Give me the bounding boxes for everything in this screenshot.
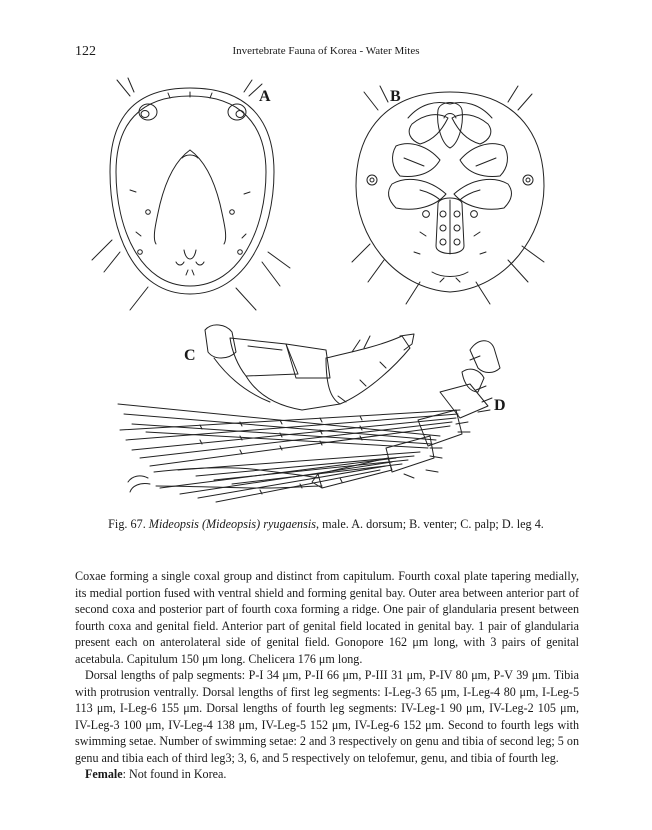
description-text <box>75 568 579 783</box>
caption-suffix: , male. A. dorsum; B. venter; C. palp; D. leg 4. <box>316 517 544 531</box>
paragraph-female <box>75 766 579 783</box>
panel-label-d: D <box>494 397 506 414</box>
caption-genus: Mideopsis <box>148 517 199 531</box>
palp-drawing <box>205 325 414 410</box>
figure-caption <box>0 517 652 532</box>
panel-label-b: B <box>390 88 401 105</box>
caption-subgenus: (Mideopsis) <box>201 517 261 531</box>
page-number: 122 <box>75 44 96 59</box>
female-label: Female <box>85 767 123 781</box>
caption-species: ryugaensis <box>263 517 317 531</box>
dorsum-drawing <box>92 78 290 310</box>
running-header: Invertebrate Fauna of Korea - Water Mites <box>232 45 420 57</box>
paragraph-leg-lengths: Dorsal lengths of palp segments: P-I 34 μm, P-II 66 μm, P-III 31 μm, P-IV 80 μm, P-V 39 μm. Tibia with protrusion ventrally. Dorsal lengths of first leg segments: I-Leg-3 65 μm, I-Leg-4 80 μm, I-Leg-5 113 μm, I-Leg-6 155 μm. Dorsal lengths of fourth leg segments: IV-Leg-1 90 μm, IV-Leg-2 105 μm, IV-Leg-3 100 μm, IV-Leg-4 138 μm, IV-Leg-5 152 μm, IV-Leg-6 152 μm. Second to fourth legs with swimming setae. Number of swimming setae: 2 and 3 respectively on genu and tibia of second leg; 5 on genu and tibia each of third leg3; 3, 6, and 5 respectively on telofemur, genu, and tibia of fourth leg. <box>75 668 579 765</box>
panel-label-a: A <box>259 88 271 105</box>
caption-prefix: Fig. 67. <box>108 517 149 531</box>
paragraph-coxae: Coxae forming a single coxal group and distinct from capitulum. Fourth coxal plate tapering medially, its medial portion fused with ventral shield and forming genital bay. Outer area between anterior part of second coxa and posterior part of fourth coxa forming a ridge. One pair of glandularia present between fourth coxa and genital field. Anterior part of genital field located in genital bay. 1 pair of glandularia present each on anterolateral side of genital field. Gonopore 162 μm long, with 3 pairs of genital acetabula. Capitulum 150 μm long. Chelicera 176 μm long. <box>75 569 579 666</box>
venter-drawing <box>352 86 544 304</box>
panel-label-c: C <box>184 347 196 364</box>
leg4-drawing <box>118 341 500 502</box>
female-text: : Not found in Korea. <box>122 767 227 781</box>
